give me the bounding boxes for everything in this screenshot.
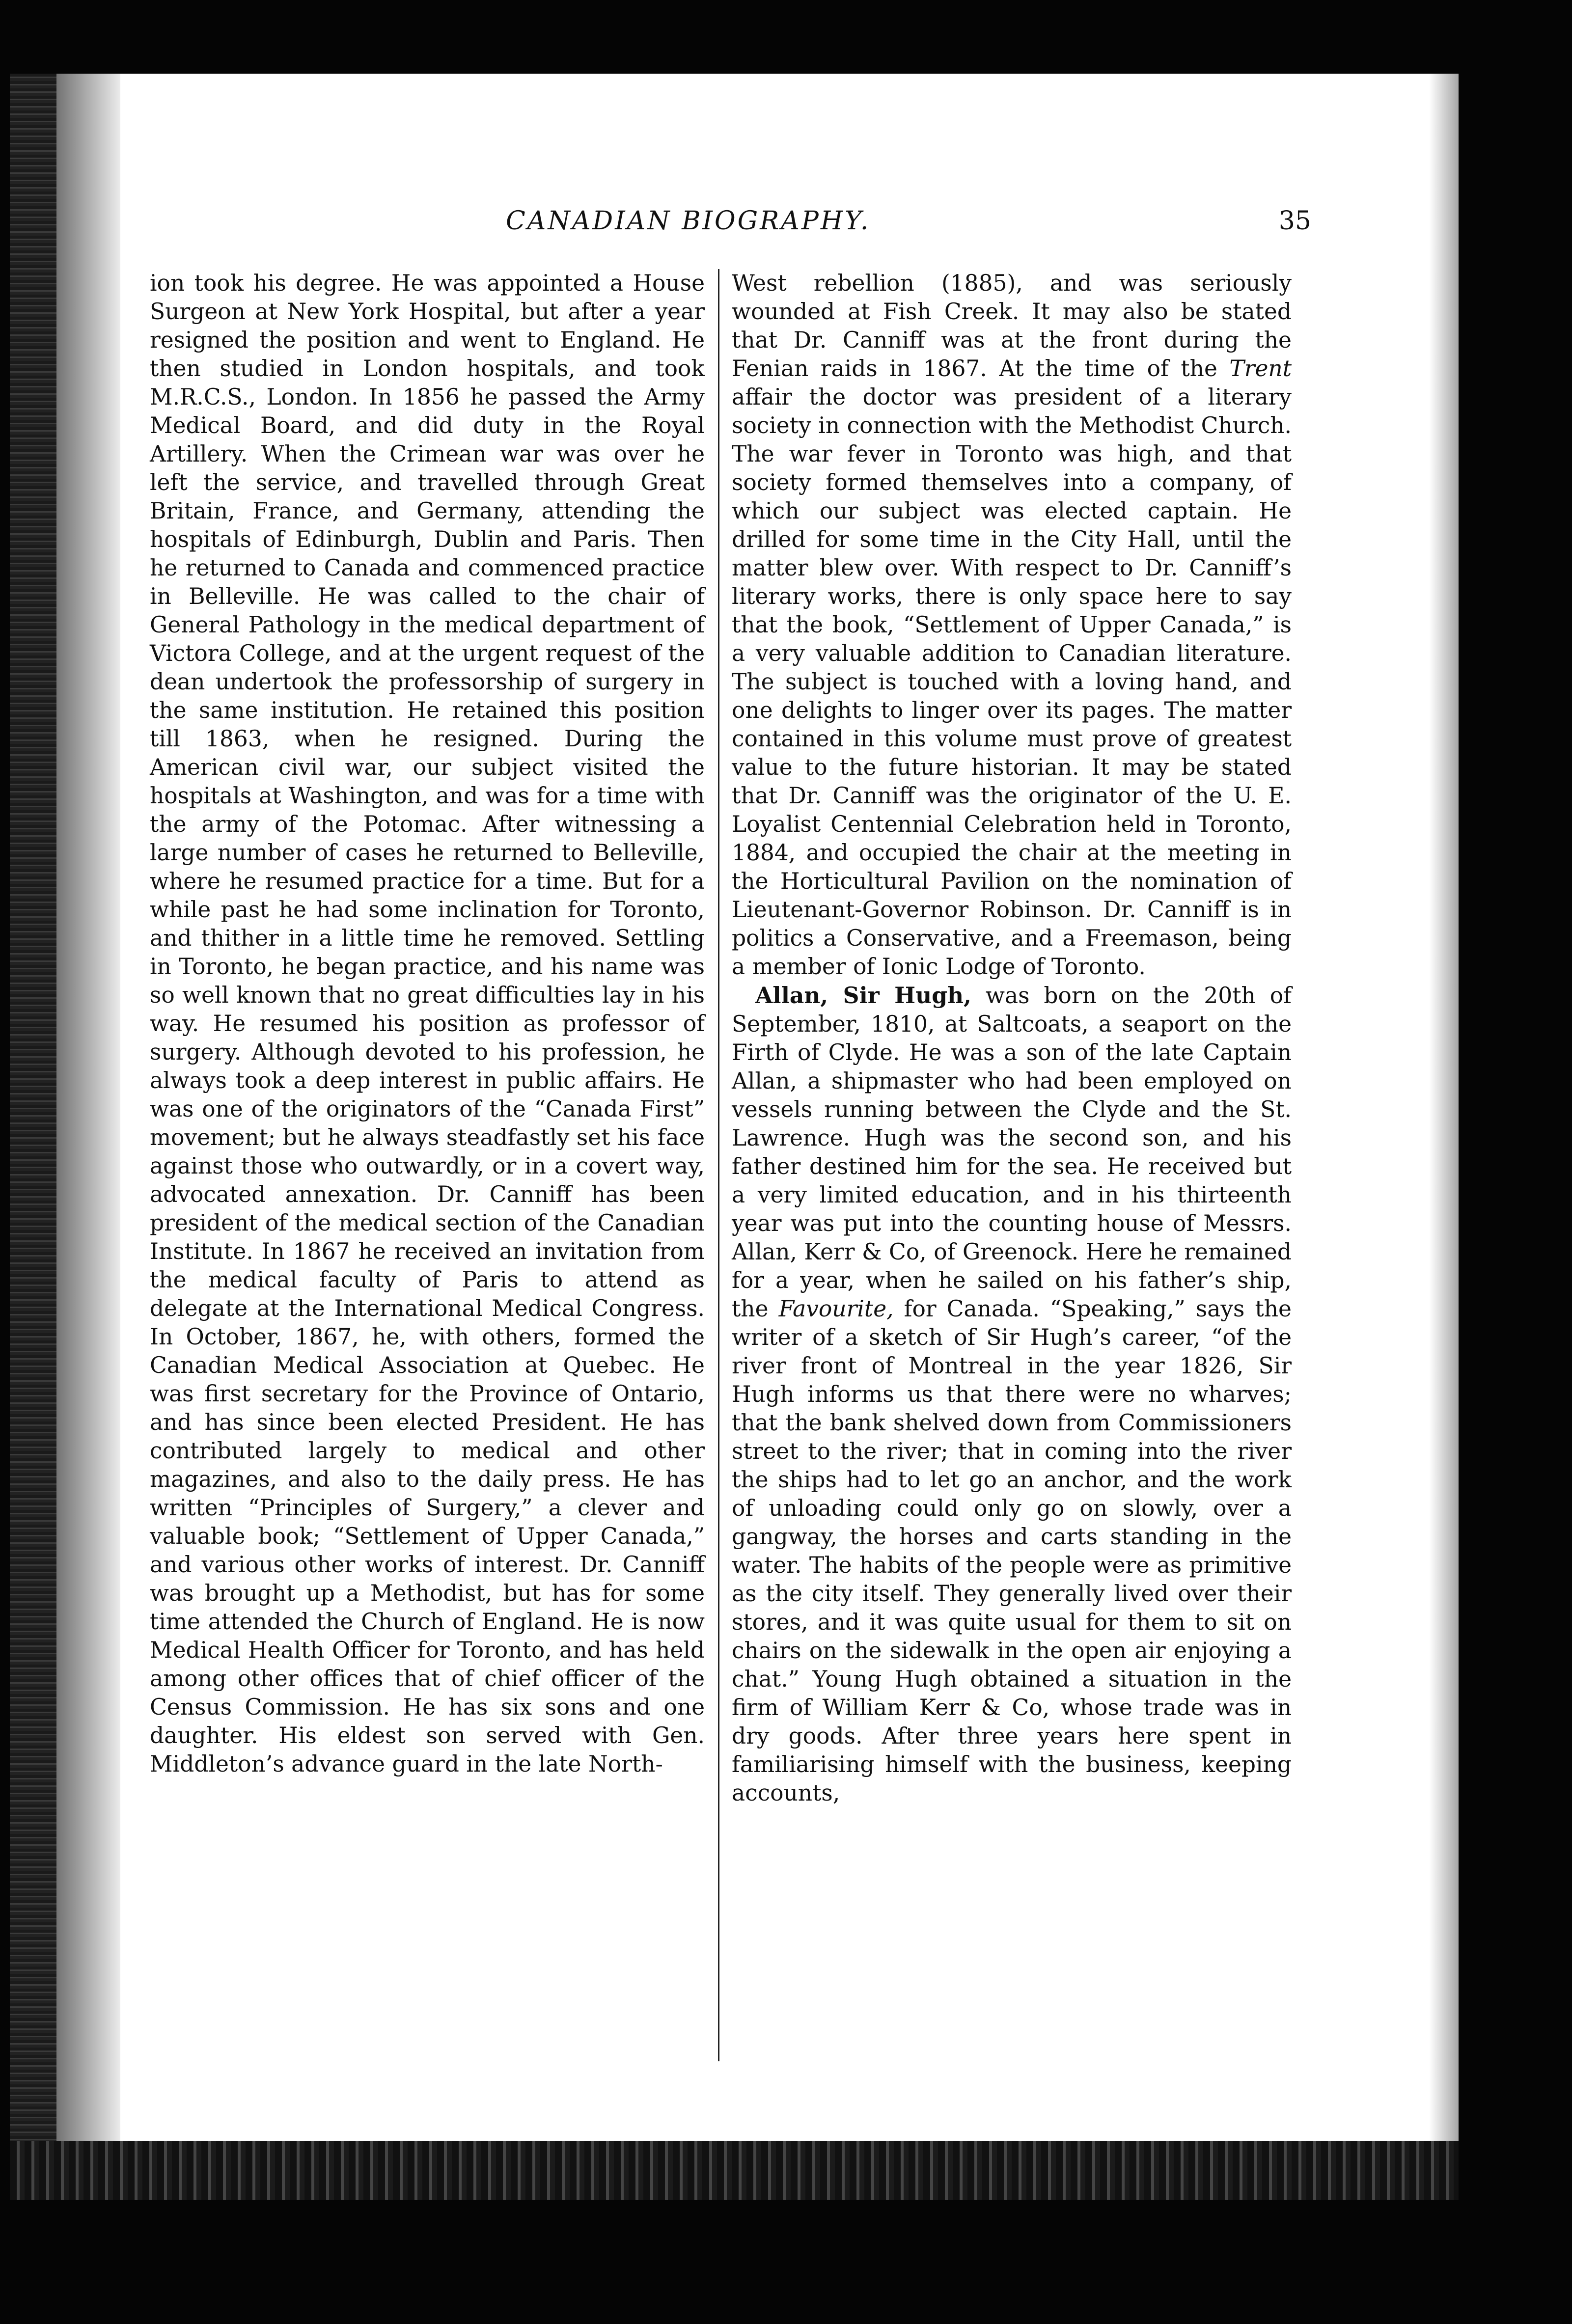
ship-name-favourite: Favourite, <box>778 1296 894 1322</box>
left-column <box>150 269 705 2086</box>
page-title: CANADIAN BIOGRAPHY. <box>506 206 871 236</box>
ship-name-trent: Trent <box>1229 355 1292 382</box>
column-divider <box>718 269 719 2061</box>
entry-headword: Allan, Sir Hugh, <box>755 982 971 1009</box>
text-run: was born on the 20th of September, 1810, at Saltcoats, a seaport on the Firth of Clyde. He was a son of the late Captain Allan, a shipmaster who had been employed on vessels running between the Clyde and the St. Lawrence. Hugh was the second son, and his father destined him for the sea. He received but a very limited education, and in his thirteenth year was put into the counting house of Messrs. Allan, Kerr & Co, of Greenock. Here he remained for a year, when he sailed on his father’s ship, the <box>732 983 1292 1322</box>
right-column <box>732 269 1292 2086</box>
page-edge-shadow <box>1429 74 1459 2200</box>
text-run: affair the doctor was president of a literary society in connection with the Methodist Church. The war fever in Toronto was high, and that society formed themselves into a company, of which our subject was elected captain. He drilled for some time in the City Hall, until the matter blew over. With respect to Dr. Canniff’s literary works, there is only space here to say that the book, “Settlement of Upper Canada,” is a very valuable addition to Canadian literature. The subject is touched with a loving hand, and one delights to linger over its pages. The matter contained in this volume must prove of greatest value to the future historian. It may be stated that Dr. Canniff was the originator of the U. E. Loyalist Centennial Celebration held in Toronto, 1884, and occupied the chair at the meeting in the Horticultural Pavilion on the nomination of Lieutenant-Governor Robinson. Dr. Canniff is in politics a Conservative, and a Freemason, being a member of Ionic Lodge of Toronto. <box>732 384 1292 980</box>
text-run: for Canada. “Speaking,” says the writer of a sketch of Sir Hugh’s career, “of the river front of Montreal in the year 1826, Sir Hugh informs us that there were no wharves; that the bank shelved down from Commissioners street to the river; that in coming into the river the ships had to let go an anchor, and the work of unloading could only go on slowly, over a gangway, the horses and carts standing in the water. The habits of the people were as primitive as the city itself. They generally lived over their stores, and it was quite usual for them to sit on chairs on the sidewalk in the open air enjoying a chat.” Young Hugh obtained a situation in the firm of William Kerr & Co, whose trade was in dry goods. After three years here spent in familiarising himself with the business, keeping accounts, <box>732 1296 1292 1806</box>
canniff-continuation <box>732 269 1292 981</box>
allan-entry <box>732 981 1292 1807</box>
binding-shadow <box>10 74 56 2200</box>
gutter-shadow <box>56 74 120 2200</box>
text-run: West rebellion (1885), and was seriously wounded at Fish Creek. It may also be stated that Dr. Canniff was at the front during the Fenian raids in 1867. At the time of the <box>732 270 1292 382</box>
running-head <box>506 206 1316 250</box>
scan-bottom-edge <box>10 2141 1459 2200</box>
page-number: 35 <box>1278 206 1311 236</box>
left-column-text: ion took his degree. He was appointed a House Surgeon at New York Hospital, but after a year resigned the position and went to England. He then studied in London hospitals, and took M.R.C.S., London. In 1856 he passed the Army Medical Board, and did duty in the Royal Artillery. When the Crimean war was over he left the service, and travelled through Great Britain, France, and Germany, attending the hospitals of Edinburgh, Dublin and Paris. Then he returned to Canada and commenced practice in Belleville. He was called to the chair of General Pathology in the medical department of Victora College, and at the urgent request of the dean undertook the professorship of surgery in the same institution. He retained this position till 1863, when he resigned. During the American civil war, our subject visited the hospitals at Washington, and was for a time with the army of the Potomac. After witnessing a large number of cases he returned to Belleville, where he resumed practice for a time. But for a while past he had some inclination for Toronto, and thither in a little time he removed. Settling in Toronto, he began practice, and his name was so well known that no great difficulties lay in his way. He resumed his position as professor of surgery. Although devoted to his profession, he always took a deep interest in public affairs. He was one of the originators of the “Canada First” movement; but he always steadfastly set his face against those who outwardly, or in a covert way, advocated annexation. Dr. Canniff has been president of the medical section of the Canadian Institute. In 1867 he received an invitation from the medical faculty of Paris to attend as delegate at the International Medical Congress. In October, 1867, he, with others, formed the Canadian Medical Association at Quebec. He was first secretary for the Province of Ontario, and has since been elected President. He has contributed largely to medical and other magazines, and also to the daily press. He has written “Principles of Surgery,” a clever and valuable book; “Settlement of Upper Canada,” and various other works of interest. Dr. Canniff was brought up a Methodist, but has for some time attended the Church of England. He is now Medical Health Officer for Toronto, and has held among other offices that of chief officer of the Census Commission. He has six sons and one daughter. His eldest son served with Gen. Middleton’s advance guard in the late North- <box>150 270 705 1777</box>
